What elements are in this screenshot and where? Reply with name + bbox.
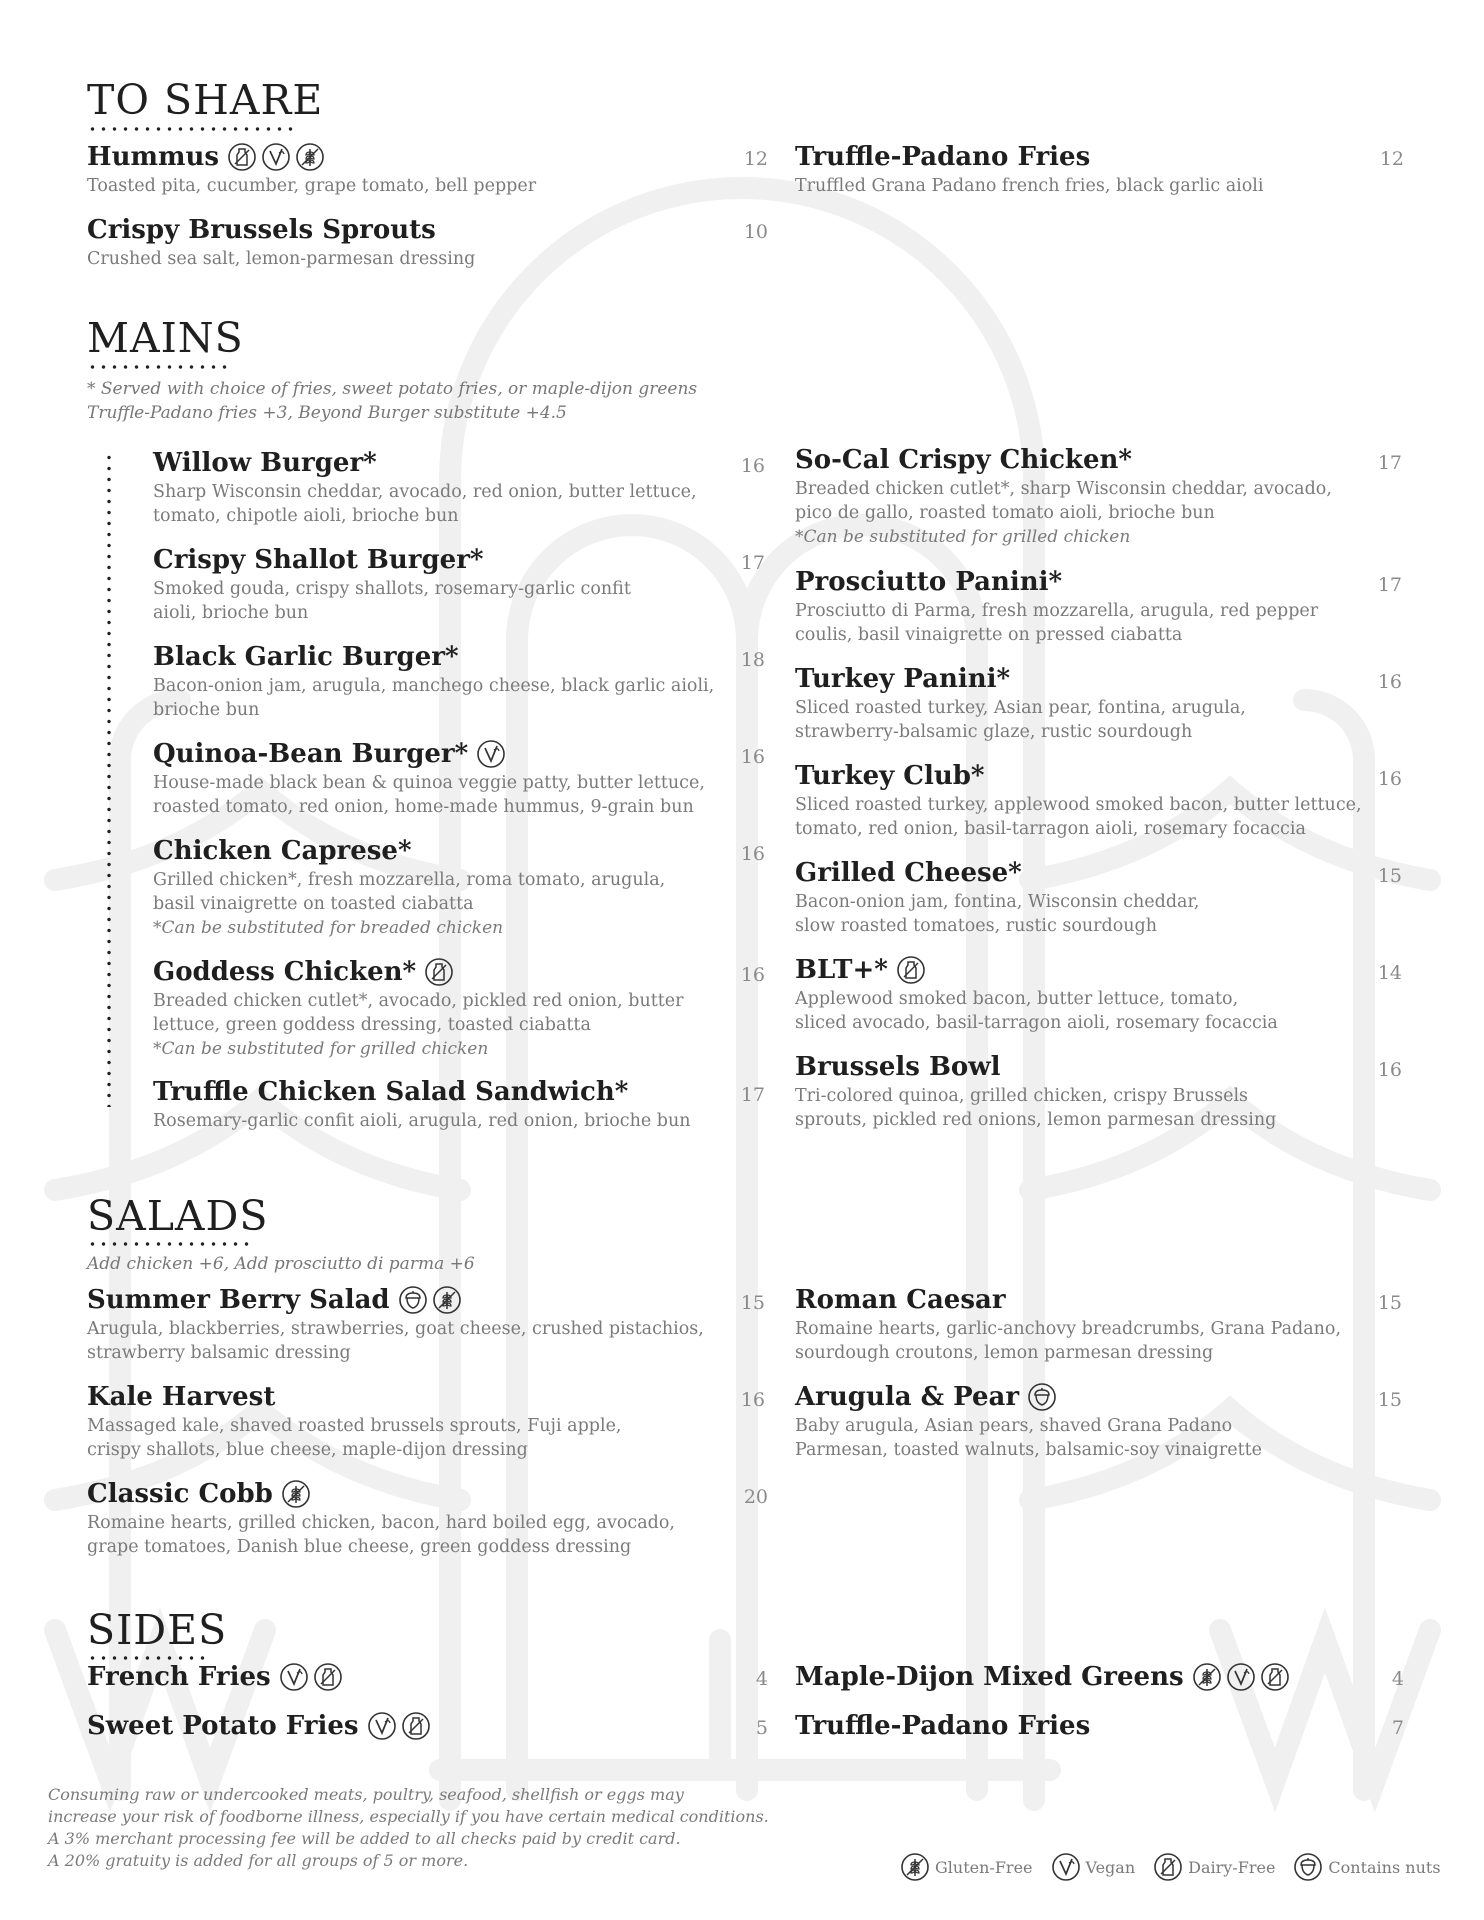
section-divider <box>87 127 299 131</box>
mains-note-1: * Served with choice of fries, sweet potato fries, or maple-dijon greens <box>87 379 698 399</box>
item-description: Romaine hearts, garlic-anchovy breadcrumbs, Grana Padano, <box>795 1319 1342 1339</box>
item-price: 5 <box>755 1717 768 1739</box>
menu-item-truffle-padano-fries-side <box>795 1709 1090 1743</box>
contains-nuts-icon <box>1027 1382 1057 1412</box>
item-description: Massaged kale, shaved roasted brussels sprouts, Fuji apple, <box>87 1416 622 1436</box>
item-name: Crispy Shallot Burger* <box>153 545 484 575</box>
menu-item-sweet-potato-fries <box>87 1709 431 1743</box>
item-description: basil vinaigrette on toasted ciabatta <box>153 894 474 914</box>
item-name: Hummus <box>87 142 220 172</box>
item-price: 15 <box>740 1292 765 1314</box>
item-description: Grilled chicken*, fresh mozzarella, roma tomato, arugula, <box>153 870 666 890</box>
menu-item-black-garlic-burger <box>153 640 714 722</box>
item-name: Maple-Dijon Mixed Greens <box>795 1662 1184 1692</box>
mains-vertical-divider <box>107 452 111 1107</box>
legend-label: Dairy-Free <box>1188 1857 1276 1877</box>
item-description: crispy shallots, blue cheese, maple-dijon dressing <box>87 1440 528 1460</box>
menu-item-goddess-chicken <box>153 955 684 1061</box>
dairy-free-icon <box>401 1711 431 1741</box>
item-price: 16 <box>740 1389 765 1411</box>
item-price: 17 <box>1377 574 1402 596</box>
item-substitution-note: *Can be substituted for grilled chicken <box>153 1039 489 1059</box>
item-price: 17 <box>1377 452 1402 474</box>
item-description: Applewood smoked bacon, butter lettuce, tomato, <box>795 989 1239 1009</box>
vegan-icon <box>476 739 506 769</box>
contains-nuts-icon <box>398 1285 428 1315</box>
footer-disclaimer <box>48 1784 769 1872</box>
vegan-icon <box>1226 1662 1256 1692</box>
item-description: coulis, basil vinaigrette on pressed ciabatta <box>795 625 1183 645</box>
item-description: House-made black bean & quinoa veggie patty, butter lettuce, <box>153 773 705 793</box>
item-description: Sliced roasted turkey, Asian pear, fontina, arugula, <box>795 698 1246 718</box>
menu-item-prosciutto-panini <box>795 565 1318 647</box>
item-substitution-note: *Can be substituted for grilled chicken <box>795 527 1131 547</box>
item-description: strawberry balsamic dressing <box>87 1343 351 1363</box>
menu-item-truffle-chicken-salad-sandwich <box>153 1075 691 1133</box>
item-name: Brussels Bowl <box>795 1052 1001 1082</box>
section-divider <box>87 1242 255 1246</box>
item-price: 17 <box>740 1084 765 1106</box>
gluten-free-icon <box>281 1479 311 1509</box>
dairy-free-icon <box>227 142 257 172</box>
item-name: Truffle-Padano Fries <box>795 142 1091 172</box>
section-divider <box>87 365 233 369</box>
item-description: sprouts, pickled red onions, lemon parmesan dressing <box>795 1110 1277 1130</box>
menu-item-grilled-cheese <box>795 856 1199 938</box>
menu-item-turkey-club <box>795 759 1362 841</box>
item-price: 4 <box>755 1668 768 1690</box>
item-description: Smoked gouda, crispy shallots, rosemary-garlic confit <box>153 579 631 599</box>
vegan-icon <box>1051 1852 1081 1882</box>
item-name: Goddess Chicken* <box>153 957 417 987</box>
legend-label: Contains nuts <box>1328 1857 1441 1877</box>
item-price: 12 <box>1379 148 1404 170</box>
legend-dairy-free <box>1153 1852 1275 1882</box>
item-price: 16 <box>740 843 765 865</box>
item-price: 16 <box>740 455 765 477</box>
menu-item-so-cal-crispy-chicken <box>795 443 1332 549</box>
disclaimer-line: A 20% gratuity is added for all groups of 5 or more. <box>48 1851 469 1870</box>
menu-item-blt-plus <box>795 953 1278 1035</box>
gluten-free-icon <box>900 1852 930 1882</box>
item-name: Grilled Cheese* <box>795 858 1022 888</box>
gluten-free-icon <box>1192 1662 1222 1692</box>
item-description: Sliced roasted turkey, applewood smoked bacon, butter lettuce, <box>795 795 1362 815</box>
vegan-icon <box>279 1662 309 1692</box>
item-name: French Fries <box>87 1662 271 1692</box>
mains-note-2: Truffle-Padano fries +3, Beyond Burger substitute +4.5 <box>87 403 567 423</box>
item-price: 16 <box>1377 768 1402 790</box>
menu-item-kale-harvest <box>87 1380 622 1462</box>
item-price: 15 <box>1377 1389 1402 1411</box>
menu-item-hummus <box>87 140 536 198</box>
item-name: Prosciutto Panini* <box>795 567 1063 597</box>
vegan-icon <box>261 142 291 172</box>
item-name: Classic Cobb <box>87 1479 273 1509</box>
gluten-free-icon <box>432 1285 462 1315</box>
item-description: Arugula, blackberries, strawberries, goat cheese, crushed pistachios, <box>87 1319 704 1339</box>
menu-item-brussels-bowl <box>795 1050 1276 1132</box>
item-description: Tri-colored quinoa, grilled chicken, crispy Brussels <box>795 1086 1249 1106</box>
menu-item-maple-dijon-mixed-greens <box>795 1660 1290 1694</box>
item-price: 12 <box>743 148 768 170</box>
item-description: Rosemary-garlic confit aioli, arugula, red onion, brioche bun <box>153 1111 691 1131</box>
dairy-free-icon <box>896 955 926 985</box>
item-name: Chicken Caprese* <box>153 836 412 866</box>
item-name: Arugula & Pear <box>795 1382 1020 1412</box>
item-name: Truffle Chicken Salad Sandwich* <box>153 1077 629 1107</box>
item-description: Romaine hearts, grilled chicken, bacon, hard boiled egg, avocado, <box>87 1513 675 1533</box>
disclaimer-line: A 3% merchant processing fee will be added to all checks paid by credit card. <box>48 1829 681 1848</box>
item-description: Bacon-onion jam, arugula, manchego cheese, black garlic aioli, <box>153 676 715 696</box>
disclaimer-line: Consuming raw or undercooked meats, poultry, seafood, shellfish or eggs may <box>48 1785 684 1804</box>
item-price: 14 <box>1377 962 1402 984</box>
legend-gluten-free <box>900 1852 1033 1882</box>
item-price: 16 <box>740 964 765 986</box>
item-price: 17 <box>740 552 765 574</box>
menu-item-crispy-brussels-sprouts <box>87 213 475 271</box>
menu-item-crispy-shallot-burger <box>153 543 631 625</box>
item-name: So-Cal Crispy Chicken* <box>795 445 1132 475</box>
menu-item-truffle-padano-fries-share <box>795 140 1263 198</box>
item-description: lettuce, green goddess dressing, toasted ciabatta <box>153 1015 591 1035</box>
item-description: strawberry-balsamic glaze, rustic sourdough <box>795 722 1193 742</box>
legend-contains-nuts <box>1293 1852 1440 1882</box>
item-description: Prosciutto di Parma, fresh mozzarella, arugula, red pepper <box>795 601 1319 621</box>
menu-item-willow-burger <box>153 446 697 528</box>
dairy-free-icon <box>1153 1852 1183 1882</box>
item-description: tomato, chipotle aioli, brioche bun <box>153 506 459 526</box>
legend-label: Vegan <box>1085 1857 1136 1877</box>
item-description: grape tomatoes, Danish blue cheese, green goddess dressing <box>87 1537 632 1557</box>
contains-nuts-icon <box>1293 1852 1323 1882</box>
item-description: pico de gallo, roasted tomato aioli, brioche bun <box>795 503 1215 523</box>
menu-item-quinoa-bean-burger <box>153 737 705 819</box>
item-price: 4 <box>1391 1668 1404 1690</box>
vegan-icon <box>367 1711 397 1741</box>
item-description: Breaded chicken cutlet*, avocado, pickled red onion, butter <box>153 991 684 1011</box>
item-name: Crispy Brussels Sprouts <box>87 215 436 245</box>
item-price: 16 <box>740 746 765 768</box>
item-substitution-note: *Can be substituted for breaded chicken <box>153 918 504 938</box>
item-name: Turkey Club* <box>795 761 985 791</box>
item-price: 15 <box>1377 865 1402 887</box>
section-title-sides: SIDES <box>87 1606 228 1654</box>
item-name: Black Garlic Burger* <box>153 642 459 672</box>
item-price: 16 <box>1377 1059 1402 1081</box>
item-price: 18 <box>740 649 765 671</box>
item-price: 7 <box>1391 1717 1404 1739</box>
menu-item-classic-cobb <box>87 1477 675 1559</box>
item-description: Breaded chicken cutlet*, sharp Wisconsin cheddar, avocado, <box>795 479 1332 499</box>
item-description: aioli, brioche bun <box>153 603 309 623</box>
item-description: sourdough croutons, lemon parmesan dressing <box>795 1343 1214 1363</box>
item-name: Summer Berry Salad <box>87 1285 390 1315</box>
item-description: Toasted pita, cucumber, grape tomato, bell pepper <box>87 176 537 196</box>
item-price: 16 <box>1377 671 1402 693</box>
menu-item-chicken-caprese <box>153 834 665 940</box>
item-price: 10 <box>743 221 768 243</box>
menu-item-arugula-pear <box>795 1380 1262 1462</box>
item-name: Kale Harvest <box>87 1382 276 1412</box>
dairy-free-icon <box>424 957 454 987</box>
item-description: brioche bun <box>153 700 260 720</box>
item-description: Parmesan, toasted walnuts, balsamic-soy vinaigrette <box>795 1440 1263 1460</box>
item-name: Turkey Panini* <box>795 664 1011 694</box>
item-price: 15 <box>1377 1292 1402 1314</box>
item-name: BLT+* <box>795 955 888 985</box>
item-price: 20 <box>743 1486 768 1508</box>
section-title-salads: SALADS <box>87 1192 269 1240</box>
item-name: Willow Burger* <box>153 448 377 478</box>
item-name: Truffle-Padano Fries <box>795 1711 1091 1741</box>
item-description: tomato, red onion, basil-tarragon aioli, rosemary focaccia <box>795 819 1306 839</box>
dairy-free-icon <box>1260 1662 1290 1692</box>
dairy-free-icon <box>313 1662 343 1692</box>
gluten-free-icon <box>295 142 325 172</box>
dietary-legend <box>900 1852 1459 1882</box>
item-description: Baby arugula, Asian pears, shaved Grana Padano <box>795 1416 1233 1436</box>
item-description: slow roasted tomatoes, rustic sourdough <box>795 916 1157 936</box>
section-title-to-share: TO SHARE <box>87 76 324 124</box>
item-description: roasted tomato, red onion, home-made hummus, 9-grain bun <box>153 797 694 817</box>
item-description: Crushed sea salt, lemon-parmesan dressing <box>87 249 476 269</box>
item-description: Truffled Grana Padano french fries, black garlic aioli <box>795 176 1264 196</box>
item-description: Sharp Wisconsin cheddar, avocado, red onion, butter lettuce, <box>153 482 697 502</box>
section-title-mains: MAINS <box>87 314 244 362</box>
salads-note: Add chicken +6, Add prosciutto di parma +6 <box>87 1254 475 1274</box>
legend-vegan <box>1051 1852 1136 1882</box>
item-name: Sweet Potato Fries <box>87 1711 359 1741</box>
menu-item-roman-caesar <box>795 1283 1341 1365</box>
item-name: Quinoa-Bean Burger* <box>153 739 469 769</box>
disclaimer-line: increase your risk of foodborne illness, especially if you have certain medical conditions. <box>48 1807 769 1826</box>
item-name: Roman Caesar <box>795 1285 1006 1315</box>
item-description: Bacon-onion jam, fontina, Wisconsin cheddar, <box>795 892 1200 912</box>
legend-label: Gluten-Free <box>935 1857 1033 1877</box>
item-description: sliced avocado, basil-tarragon aioli, rosemary focaccia <box>795 1013 1278 1033</box>
menu-item-french-fries <box>87 1660 343 1694</box>
menu-item-summer-berry-salad <box>87 1283 704 1365</box>
menu-item-turkey-panini <box>795 662 1246 744</box>
